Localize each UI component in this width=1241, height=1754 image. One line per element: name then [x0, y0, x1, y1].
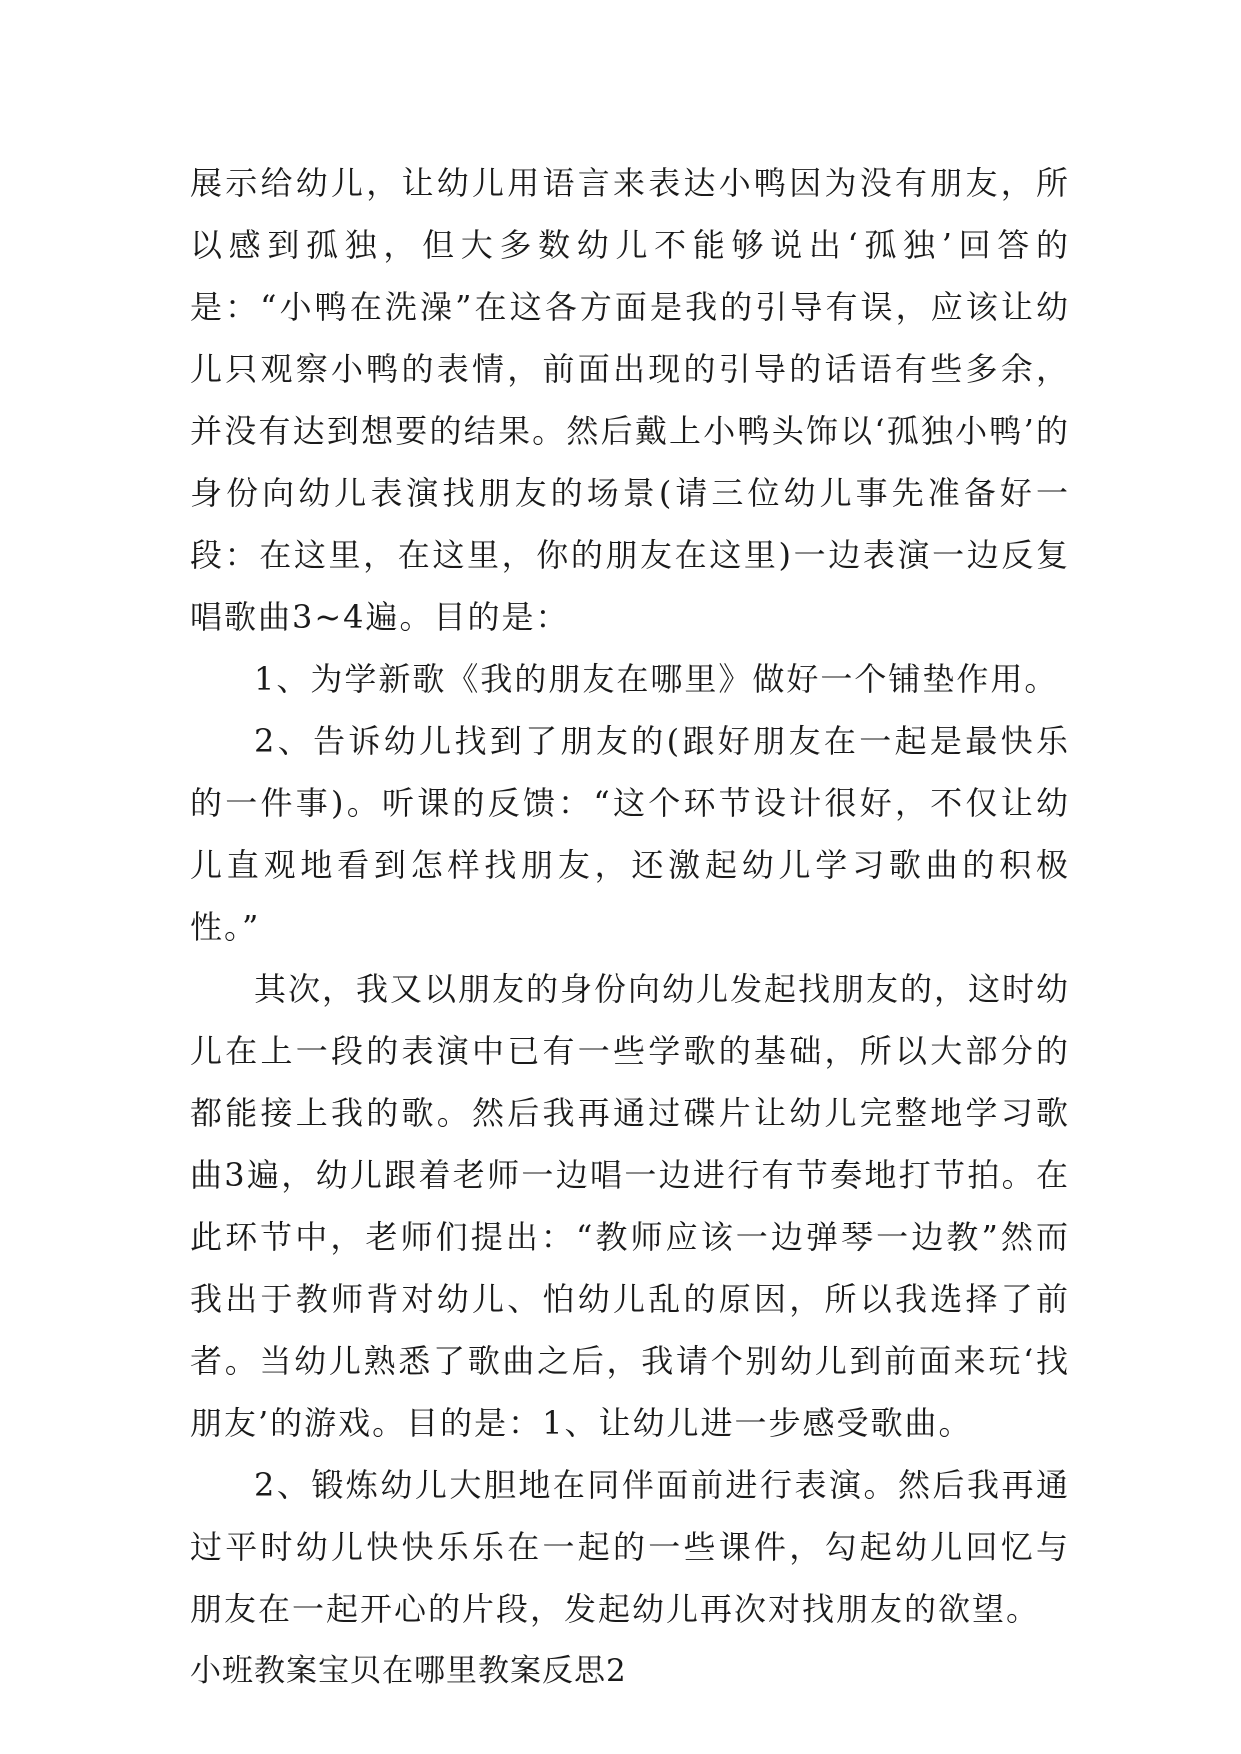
paragraph-intro: 展示给幼儿，让幼儿用语言来表达小鸭因为没有朋友，所以感到孤独，但大多数幼儿不能够说出‘孤独’回答的是：“小鸭在洗澡”在这各方面是我的引导有误，应该让幼儿只观察小鸭的表情，前面出现的引导的话语有些多余，并没有达到想要的结果。然后戴上小鸭头饰以‘孤独小鸭’的身份向幼儿表演找朋友的场景(请三位幼儿事先准备好一段：在这里，在这里，你的朋友在这里)一边表演一边反复唱歌曲3~4遍。目的是：	[190, 164, 1070, 636]
paragraph-secondly: 其次，我又以朋友的身份向幼儿发起找朋友的，这时幼儿在上一段的表演中已有一些学歌的基础，所以大部分的都能接上我的歌。然后我再通过碟片让幼儿完整地学习歌曲3遍，幼儿跟着老师一边唱一边进行有节奏地打节拍。在此环节中，老师们提出：“教师应该一边弹琴一边教”然而我出于教师背对幼儿、怕幼儿乱的原因，所以我选择了前者。当幼儿熟悉了歌曲之后，我请个别幼儿到前面来玩‘找朋友’的游戏。目的是：1、让幼儿进一步感受歌曲。	[190, 970, 1071, 1442]
document-body	[190, 152, 1070, 1702]
paragraph-point-2: 2、告诉幼儿找到了朋友的(跟好朋友在一起是最快乐的一件事)。听课的反馈：“这个环节设计很好，不仅让幼儿直观地看到怎样找朋友，还激起幼儿学习歌曲的积极性。”	[190, 722, 1070, 946]
paragraph-point-1: 1、为学新歌《我的朋友在哪里》做好一个铺垫作用。	[254, 660, 1059, 698]
paragraph-point-2b: 2、锻炼幼儿大胆地在同伴面前进行表演。然后我再通过平时幼儿快快乐乐在一起的一些课件，勾起幼儿回忆与朋友在一起开心的片段，发起幼儿再次对找朋友的欲望。	[190, 1466, 1070, 1628]
section-heading: 小班教案宝贝在哪里教案反思2	[190, 1653, 627, 1689]
